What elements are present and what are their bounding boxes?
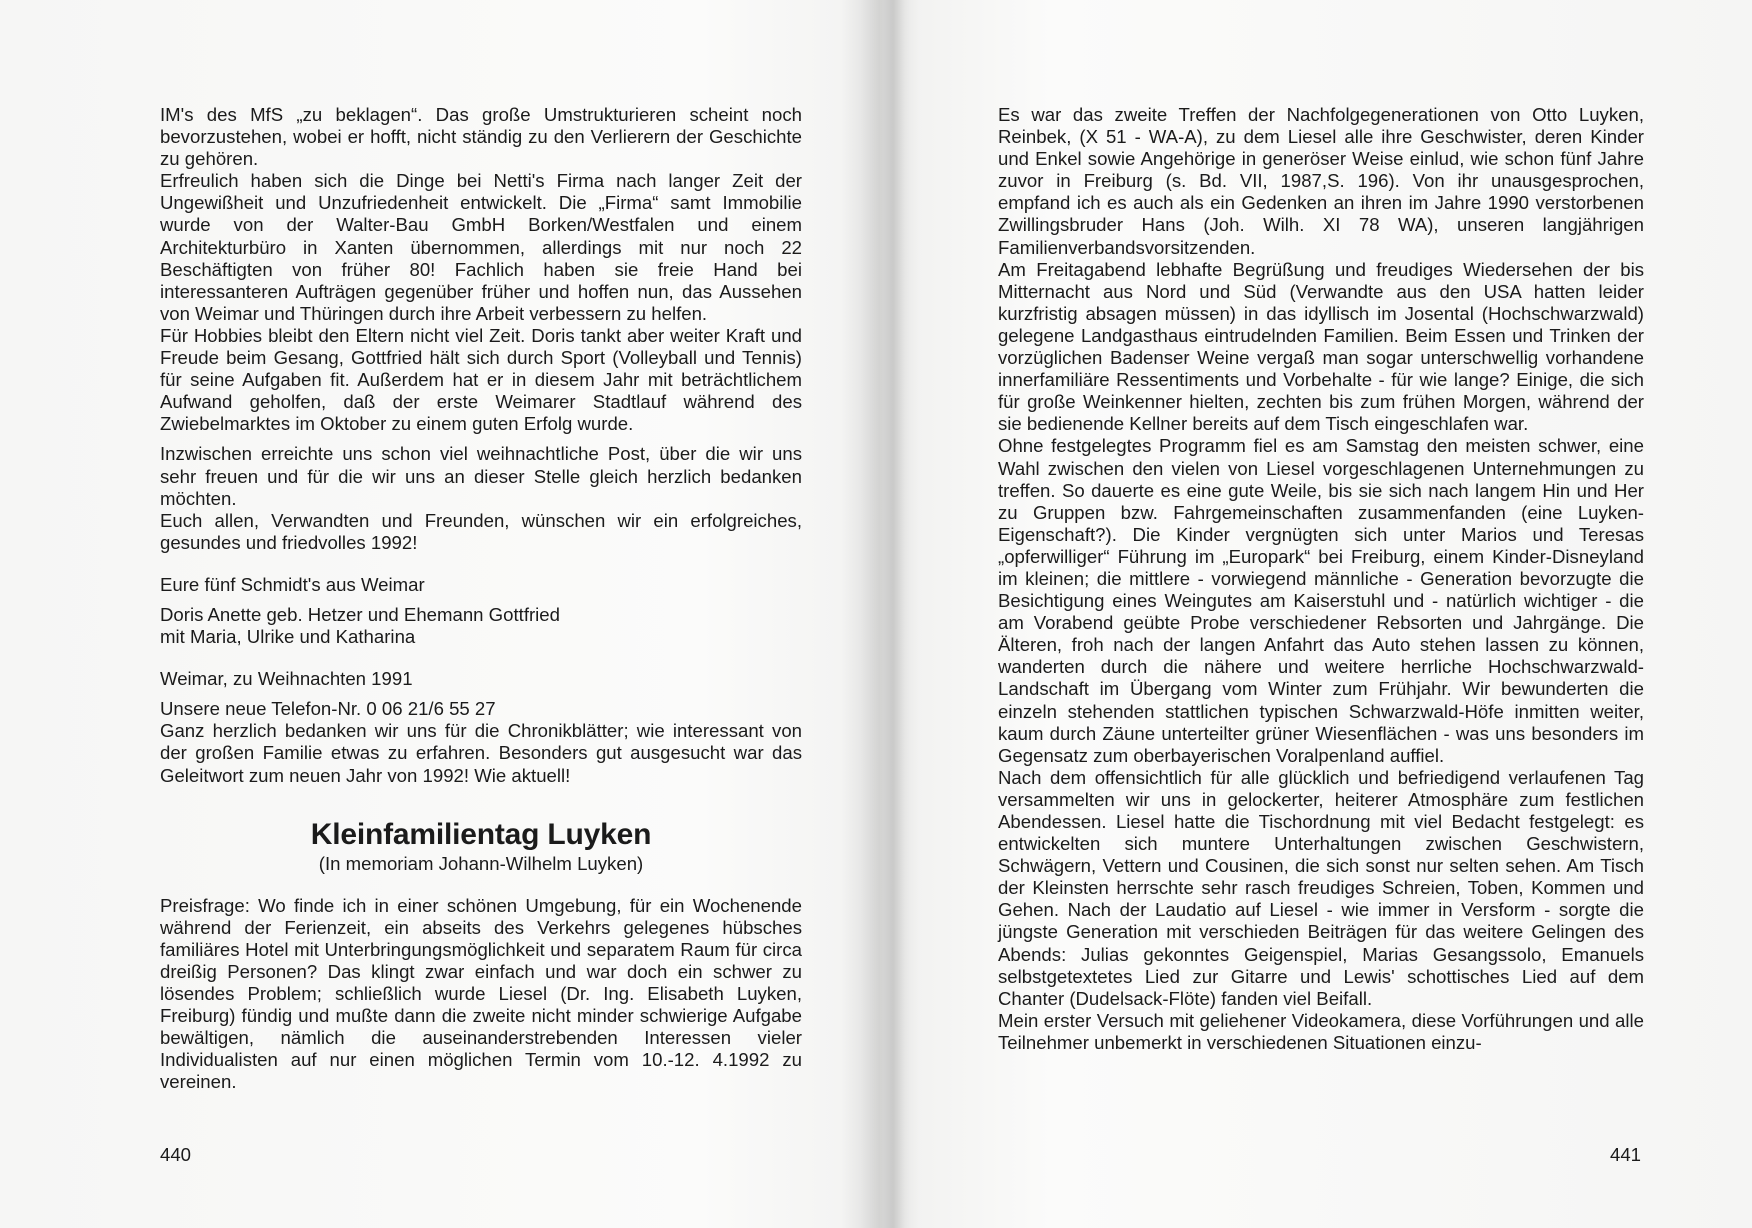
- left-paragraph-5: Euch allen, Verwandten und Freunden, wünschen wir ein erfolgreiches, gesundes und friedvolles 1992!: [160, 509, 802, 553]
- page-number-right: 441: [1610, 1144, 1642, 1165]
- right-paragraph-3: Ohne festgelegtes Programm fiel es am Samstag den meisten schwer, eine Wahl zwischen den vielen von Liesel vorgeschlagenen Unternehmungen zu treffen. So dauerte es eine gute Weile, bis sie sich nach langem Hin und Her zu Gruppen bzw. Fahrgemeinschaften zusammenfanden (eine Luyken-Eigenschaft?). Die Kinder vergnügten sich unter Marios und Teresas „opferwilliger“ Führung im „Europark“ bei Freiburg, einem Kinder-Disneyland im kleinen; die mittlere - vorwiegend männliche - Generation bevorzugte die Besichtigung eines Weingutes am Kaiserstuhl und - natürlich wichtiger - die am Vorabend geübte Probe verschiedener Rebsorten und Jahrgänge. Die Älteren, froh nach der langen Anfahrt das Auto stehen lassen zu können, wanderten durch die nähere und weitere herrliche Hochschwarzwald-Landschaft im Übergang vom Winter zum Frühjahr. Wir bewunderten die einzeln stehenden stattlichen typischen Schwarzwald-Höfe inmitten weiter, kaum durch Zäune unterteilter grüner Wiesenflächen - was uns besonders im Gegensatz zum oberbayerischen Voralpenland auffiel.: [998, 435, 1644, 766]
- right-paragraph-4: Nach dem offensichtlich für alle glücklich und befriedigend verlaufenen Tag versammelten wir uns in gelockerter, heiterer Atmosphäre zum festlichen Abendessen. Liesel hatte die Tischordnung mit viel Bedacht festgelegt: es entwickelten sich muntere Unterhaltungen zwischen Geschwistern, Schwägern, Vettern und Cousinen, die sich sonst nur selten sehen. Am Tisch der Kleinsten herrschte sehr rasch freudiges Schreien, Toben, Kommen und Gehen. Nach der Laudatio auf Liesel - wie immer in Versform - sorgte die jüngste Generation mit verschieden Beiträgen für das weitere Gelingen des Abends: Julias gekonntes Geigenspiel, Marias Gesangssolo, Emanuels selbstgetextetes Lied zur Gitarre und Lewis' schottisches Lied auf dem Chanter (Dudelsack-Flöte) fanden viel Beifall.: [998, 766, 1644, 1009]
- left-paragraph-1: IM's des MfS „zu beklagen“. Das große Umstrukturieren scheint noch bevorzustehen, wobei er hofft, nicht ständig zu den Verlierern der Geschichte zu gehören.: [160, 104, 802, 170]
- left-page-text-column: [160, 104, 802, 1093]
- closing-names-line-2: mit Maria, Ulrike und Katharina: [160, 626, 416, 648]
- right-page: [876, 0, 1752, 1228]
- right-paragraph-2: Am Freitagabend lebhafte Begrüßung und freudiges Wiedersehen der bis Mitternacht aus Nord und Süd (Verwandte aus den USA hatten leider kurzfristig absagen müssen) in das idyllisch im Josental (Hochschwarzwald) gelegene Landgasthaus eintrudelnden Familien. Beim Essen und Trinken der vorzüglichen Badenser Weine vergaß man sogar unterschwellig vorhandene innerfamiliäre Ressentiments und Vorbehalte - für wie lange? Einige, die sich für große Weinkenner hielten, zechten bis zum frühen Morgen, während der sie bedienende Kellner bereits auf dem Tisch eingeschlafen war.: [998, 258, 1644, 435]
- page-number-left: 440: [160, 1144, 192, 1165]
- closing-names-line-1: Doris Anette geb. Hetzer und Ehemann Gottfried: [160, 603, 560, 625]
- right-paragraph-5: Mein erster Versuch mit geliehener Videokamera, diese Vorführungen und alle Teilnehmer unbemerkt in verschiedenen Situationen einzu-: [998, 1009, 1644, 1053]
- right-page-text-column: [998, 104, 1644, 1054]
- article-subtitle: (In memoriam Johann-Wilhelm Luyken): [318, 852, 644, 874]
- article-paragraph-1: Preisfrage: Wo finde ich in einer schönen Umgebung, für ein Wochenende während der Ferienzeit, ein abseits des Verkehrs gelegenes hübsches familiäres Hotel mit Unterbringungsmöglichkeit und separatem Raum für circa dreißig Personen? Das klingt zwar einfach und war doch ein schwer zu lösendes Problem; schließlich wurde Liesel (Dr. Ing. Elisabeth Luyken, Freiburg) fündig und mußte dann die zweite nicht minder schwierige Aufgabe bewältigen, nämlich die auseinanderstrebenden Interessen vieler Individualisten auf nur einen möglichen Termin vom 10.-12. 4.1992 zu vereinen.: [160, 894, 802, 1093]
- thanks-note: Ganz herzlich bedanken wir uns für die Chronikblätter; wie interessant von der großen Familie etwas zu erfahren. Besonders gut ausgesucht war das Geleitwort zum neuen Jahr von 1992! Wie aktuell!: [160, 720, 802, 786]
- left-paragraph-2: Erfreulich haben sich die Dinge bei Netti's Firma nach langer Zeit der Ungewißheit und Unzufriedenheit entwickelt. Die „Firma“ samt Immobilie wurde von der Walter-Bau GmbH Borken/Westfalen und einem Architekturbüro in Xanten übernommen, allerdings mit nur noch 22 Beschäftigten von früher 80! Fachlich haben sie freie Hand bei interessanteren Aufträgen gegenüber früher und hoffen nun, das Aussehen von Weimar und Thüringen durch ihre Arbeit verbessern zu helfen.: [160, 170, 802, 324]
- phone-note: Unsere neue Telefon-Nr. 0 06 21/6 55 27: [160, 698, 496, 720]
- closing-greeting: Eure fünf Schmidt's aus Weimar: [160, 573, 425, 595]
- article-title: Kleinfamilientag Luyken: [310, 817, 652, 851]
- left-paragraph-4: Inzwischen erreichte uns schon viel weihnachtliche Post, über die wir uns sehr freuen und für die wir uns an dieser Stelle gleich herzlich bedanken möchten.: [160, 443, 802, 509]
- letter-closing: [160, 574, 802, 690]
- left-paragraph-3: Für Hobbies bleibt den Eltern nicht viel Zeit. Doris tankt aber weiter Kraft und Freude beim Gesang, Gottfried hält sich durch Sport (Volleyball und Tennis) für seine Aufgaben fit. Außerdem hat er in diesem Jahr mit beträchtlichem Aufwand geholfen, daß der erste Weimarer Stadtlauf während des Zwiebelmarktes im Oktober zu einem guten Erfolg wurde.: [160, 324, 802, 435]
- right-paragraph-1: Es war das zweite Treffen der Nachfolgegenerationen von Otto Luyken, Reinbek, (X 51 - WA-A), zu dem Liesel alle ihre Geschwister, deren Kinder und Enkel sowie Angehörige in generöser Weise einlud, wie schon fünf Jahre zuvor in Freiburg (s. Bd. VII, 1987,S. 196). Von ihr unausgesprochen, empfand ich es auch als ein Gedenken an ihren im Jahre 1990 verstorbenen Zwillingsbruder Hans (Joh. Wilh. XI 78 WA), unseren langjährigen Familienverbandsvorsitzenden.: [998, 104, 1644, 258]
- closing-place-date: Weimar, zu Weihnachten 1991: [160, 668, 413, 690]
